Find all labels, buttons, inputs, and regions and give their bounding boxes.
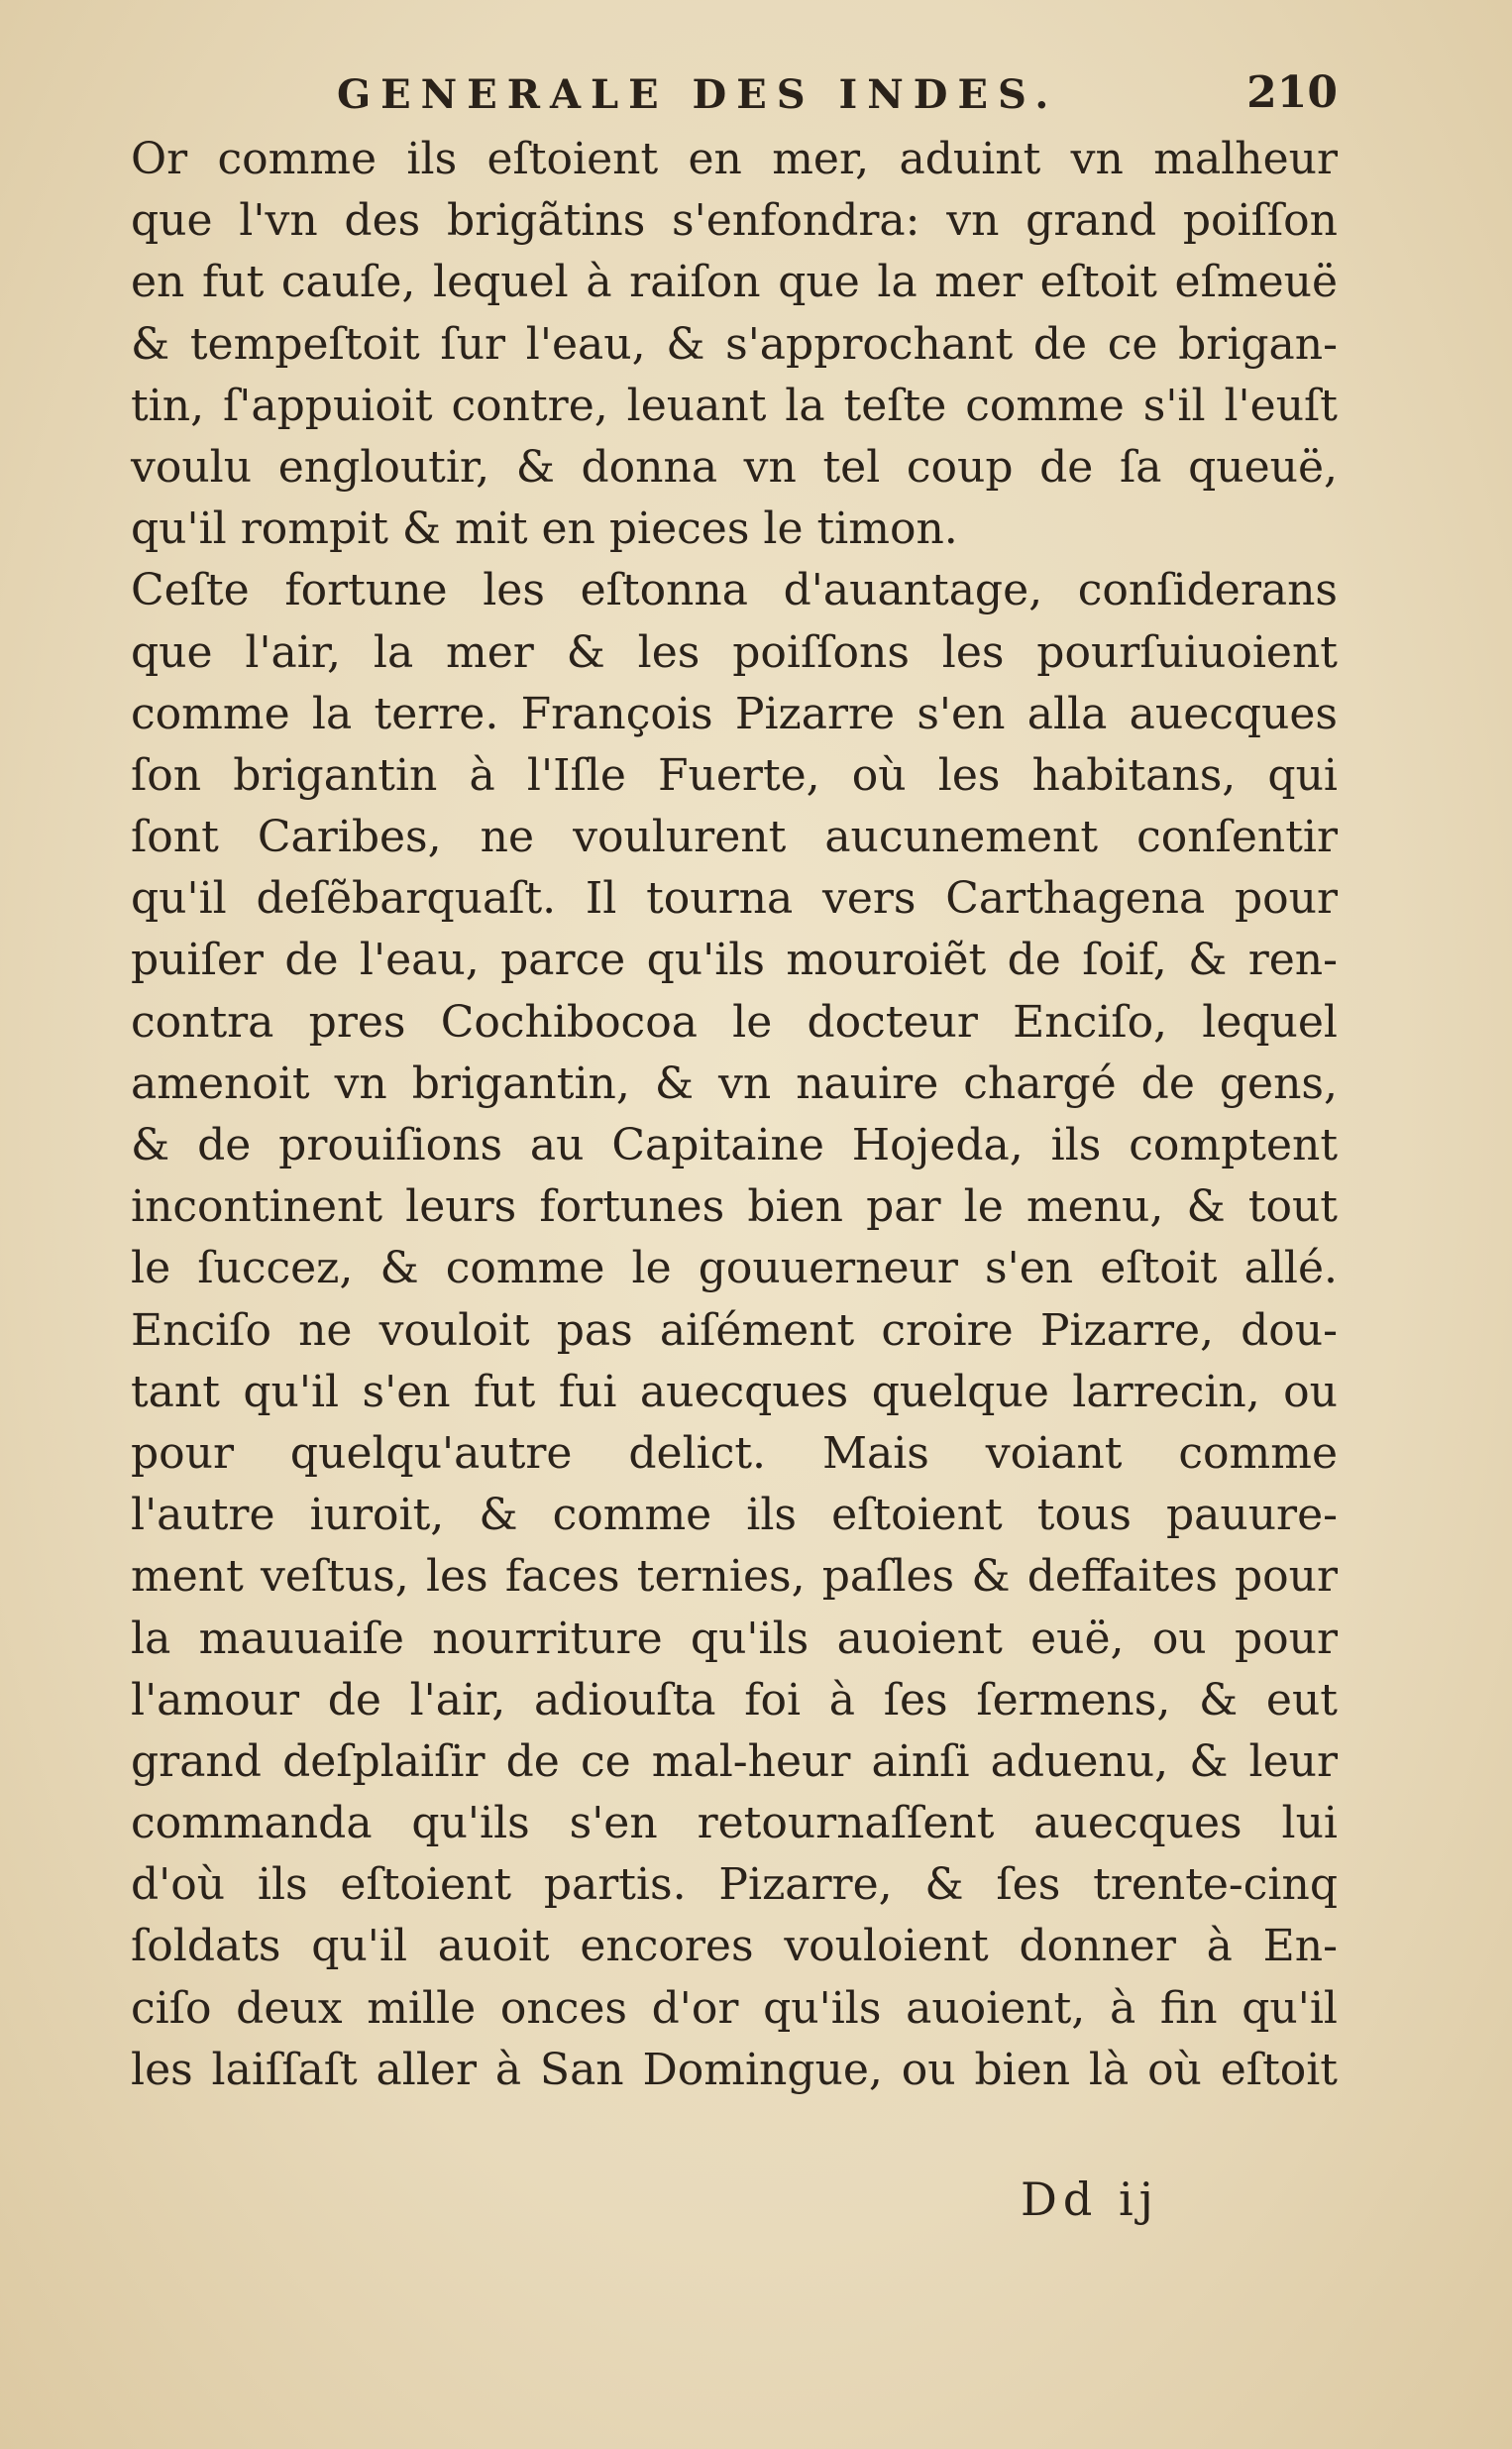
text-line: qu'il deſẽbarquaſt. Il tourna vers Carthagena pour: [131, 873, 1338, 925]
text-line: pour quelqu'autre delict. Mais voiant comme: [131, 1427, 1338, 1479]
text-line: que l'air, la mer & les poiſſons les pourſuiuoient: [131, 626, 1338, 678]
text-line: & de prouiſions au Capitaine Hojeda, ils comptent: [131, 1120, 1338, 1170]
text-line: amenoit vn brigantin, & vn nauire chargé de gens,: [131, 1058, 1338, 1109]
text-line: tin, ſ'appuioit contre, leuant la teſte comme s'il l'euſt: [131, 380, 1338, 431]
text-line: l'autre iuroit, & comme ils eſtoient tous pauure-: [131, 1490, 1338, 1541]
text-line: d'où ils eſtoient partis. Pizarre, & ſes trente-cinq: [131, 1859, 1338, 1911]
page-number: 210: [1246, 67, 1338, 118]
text-line: incontinent leurs fortunes bien par le menu, & tout: [131, 1181, 1338, 1233]
running-title: GENERALE DES INDES.: [337, 71, 1059, 118]
text-line: la mauuaiſe nourriture qu'ils auoient euë, ou pour: [131, 1613, 1338, 1664]
page-header: [337, 67, 1338, 131]
text-line: en fut cauſe, lequel à raiſon que la mer eſtoit eſmeuë: [131, 257, 1338, 308]
text-line: Enciſo ne vouloit pas aiſément croire Pizarre, dou-: [131, 1304, 1338, 1356]
text-line: & tempeſtoit ſur l'eau, & s'approchant de ce brigan-: [131, 318, 1338, 370]
text-block: [131, 129, 1338, 2101]
text-line: ciſo deux mille onces d'or qu'ils auoient, à fin qu'il: [131, 1982, 1338, 2034]
text-line: voulu engloutir, & donna vn tel coup de ſa queuë,: [131, 441, 1338, 493]
text-line: comme la terre. François Pizarre s'en alla auecques: [131, 688, 1338, 739]
text-line: l'amour de l'air, adiouſta foi à ſes ſermens, & eut: [131, 1674, 1338, 1725]
text-line: grand deſplaiſir de ce mal-heur ainſi aduenu, & leur: [131, 1735, 1338, 1787]
text-line: contra pres Cochibocoa le docteur Enciſo, lequel: [131, 996, 1338, 1048]
text-line: commanda qu'ils s'en retournaſſent auecques lui: [131, 1798, 1338, 1849]
text-line: ſon brigantin à l'Iſle Fuerte, où les habitans, qui: [131, 749, 1338, 801]
text-line: le ſuccez, & comme le gouuerneur s'en eſtoit allé.: [131, 1243, 1338, 1294]
signature-mark: Dd ij: [1021, 2172, 1159, 2226]
text-line: Ceſte fortune les eſtonna d'auantage, conſiderans: [131, 565, 1338, 616]
text-line: les laiſſaſt aller à San Domingue, ou bien là où eſtoit: [131, 2044, 1338, 2095]
text-line: ſoldats qu'il auoit encores vouloient donner à En-: [131, 1921, 1338, 1972]
text-line: puiſer de l'eau, parce qu'ils mouroiẽt de ſoif, & ren-: [131, 935, 1338, 986]
text-line: Or comme ils eſtoient en mer, aduint vn malheur: [131, 134, 1338, 184]
text-line: qu'il rompit & mit en pieces le timon.: [131, 503, 958, 555]
text-line: ſont Caribes, ne voulurent aucunement conſentir: [131, 812, 1338, 863]
text-line: ment veſtus, les faces ternies, paſles & deffaites pour: [131, 1551, 1338, 1603]
text-line: tant qu'il s'en fut fui auecques quelque larrecin, ou: [131, 1366, 1338, 1417]
text-line: que l'vn des brigãtins s'enfondra: vn grand poiſſon: [131, 195, 1338, 247]
